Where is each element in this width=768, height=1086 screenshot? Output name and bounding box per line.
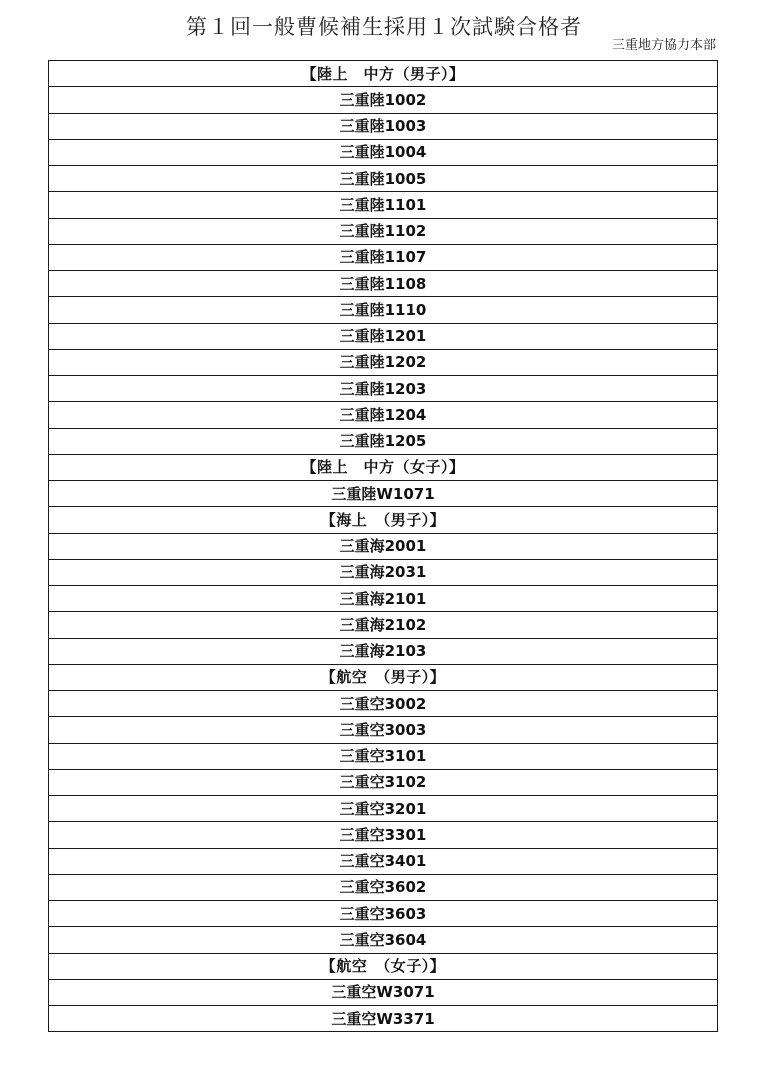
candidate-number: 三重空3101 [49,743,718,769]
table-row [49,874,718,900]
document-title: 第１回一般曹候補生採用１次試験合格者 [186,15,582,40]
candidate-number: 三重陸1101 [49,192,718,218]
organization-name: 三重地方協力本部 [611,38,716,53]
candidate-number: 三重海2101 [49,586,718,612]
table-row [49,927,718,953]
candidate-number: 三重空W3071 [49,979,718,1005]
table-row [49,139,718,165]
candidate-number: 三重空3602 [49,874,718,900]
candidate-number: 三重海2031 [49,559,718,585]
candidate-number: 三重陸1204 [49,402,718,428]
candidate-number: 三重陸1003 [49,113,718,139]
table-row [49,323,718,349]
section-header: 【航空 （男子）】 [49,664,718,690]
candidate-number: 三重空3604 [49,927,718,953]
candidate-number: 三重陸W1071 [49,481,718,507]
table-row [49,822,718,848]
table-row [49,113,718,139]
candidate-number: 三重空3301 [49,822,718,848]
table-row [49,638,718,664]
candidate-number: 三重陸1108 [49,271,718,297]
table-row [49,743,718,769]
candidate-number: 三重空3002 [49,691,718,717]
table-row [49,769,718,795]
candidate-number: 三重陸1107 [49,244,718,270]
candidate-number: 三重海2001 [49,533,718,559]
candidate-number: 三重陸1005 [49,166,718,192]
table-row [49,192,718,218]
candidate-number: 三重陸1205 [49,428,718,454]
table-row [49,244,718,270]
table-row [49,376,718,402]
section-header-row [49,61,718,87]
section-header: 【海上 （男子）】 [49,507,718,533]
candidate-number: 三重陸1102 [49,218,718,244]
candidate-number: 三重海2103 [49,638,718,664]
table-row [49,612,718,638]
section-header: 【陸上 中方（男子）】 [49,61,718,87]
table-row [49,349,718,375]
table-row [49,428,718,454]
candidate-number: 三重空W3371 [49,1006,718,1032]
table-row [49,691,718,717]
section-header-row [49,507,718,533]
candidate-number: 三重空3102 [49,769,718,795]
candidate-number: 三重空3201 [49,796,718,822]
section-header-row [49,953,718,979]
table-row [49,402,718,428]
table-row [49,297,718,323]
table-row [49,166,718,192]
table-row [49,218,718,244]
table-row [49,1006,718,1032]
table-row [49,481,718,507]
candidate-number: 三重陸1202 [49,349,718,375]
table-row [49,796,718,822]
table-row [49,586,718,612]
candidate-number: 三重陸1002 [49,87,718,113]
candidate-number: 三重海2102 [49,612,718,638]
candidate-number: 三重空3401 [49,848,718,874]
candidate-number: 三重空3003 [49,717,718,743]
candidate-number: 三重空3603 [49,901,718,927]
candidate-number: 三重陸1110 [49,297,718,323]
section-header: 【陸上 中方（女子）】 [49,454,718,480]
table-row [49,901,718,927]
table-row [49,533,718,559]
successful-candidates-table [48,60,718,1032]
candidate-number: 三重陸1201 [49,323,718,349]
table-body [49,61,718,1032]
table-row [49,717,718,743]
table-row [49,271,718,297]
candidate-number: 三重陸1203 [49,376,718,402]
section-header: 【航空 （女子）】 [49,953,718,979]
section-header-row [49,454,718,480]
candidate-number: 三重陸1004 [49,139,718,165]
table-row [49,848,718,874]
section-header-row [49,664,718,690]
table-row [49,979,718,1005]
table-row [49,87,718,113]
table-row [49,559,718,585]
